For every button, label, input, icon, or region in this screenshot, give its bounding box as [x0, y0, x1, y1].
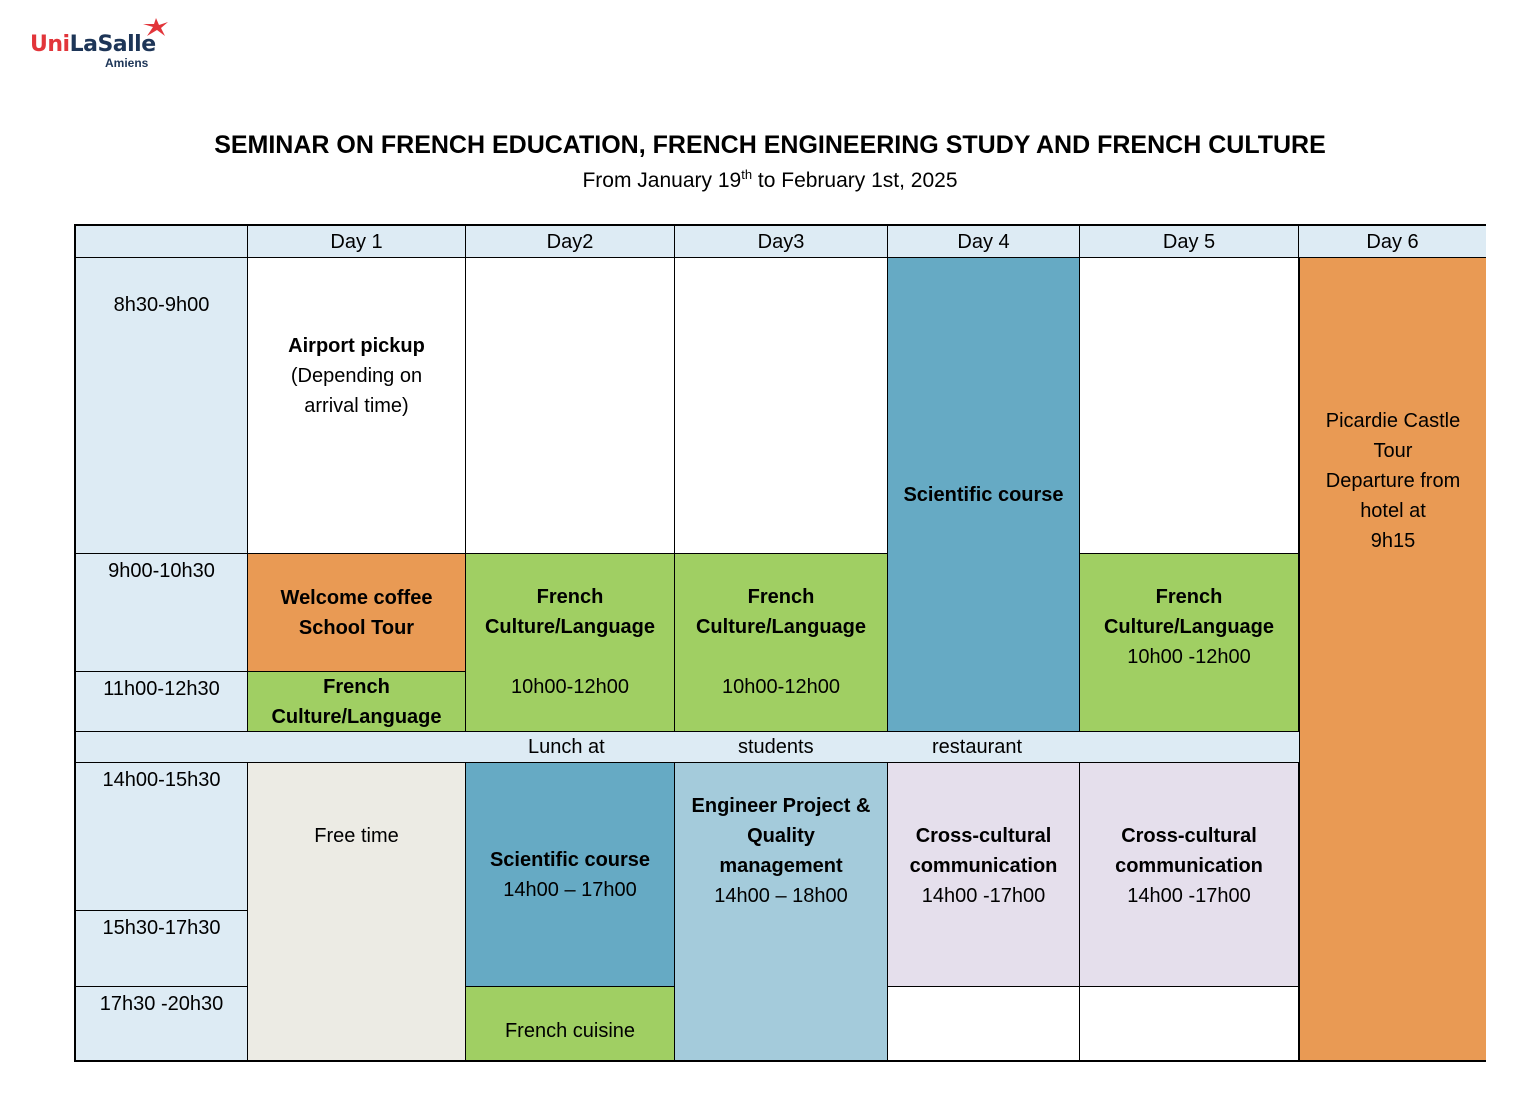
d2-empty — [466, 258, 675, 554]
day-header: Day 6 — [1299, 226, 1486, 258]
logo-subtitle: Amiens — [105, 56, 149, 70]
d4-cross-cultural: Cross-cultural communication 14h00 -17h00 — [888, 763, 1080, 987]
d3-engineer-project: Engineer Project & Quality management 14h00 – 18h00 — [675, 763, 888, 1060]
d6-picardie-castle-tour: Picardie Castle Tour Departure from hotel at 9h15 — [1299, 258, 1486, 1060]
d2-french-cuisine: French cuisine — [466, 987, 675, 1060]
d1-french-culture: French Culture/Language — [248, 672, 466, 732]
d4-evening-empty — [888, 987, 1080, 1060]
lunch-text: restaurant — [932, 736, 1023, 758]
lunch-text: students — [738, 736, 814, 758]
d5-empty — [1080, 258, 1299, 554]
d3-french-culture: French Culture/Language 10h00-12h00 — [675, 554, 888, 732]
logo-wordmark: UniLaSalle — [30, 32, 156, 57]
day-header: Day3 — [675, 226, 888, 258]
day-header: Day 1 — [248, 226, 466, 258]
header-corner — [76, 226, 248, 258]
d1-free-time: Free time — [248, 763, 466, 1060]
d1-airport-pickup: Airport pickup (Depending on arrival time) — [248, 258, 466, 554]
d5-cross-cultural: Cross-cultural communication 14h00 -17h00 — [1080, 763, 1299, 987]
time-slot: 17h30 -20h30 — [76, 987, 248, 1060]
time-slot: 15h30-17h30 — [76, 911, 248, 987]
page-subtitle: From January 19th to February 1st, 2025 — [582, 167, 958, 192]
time-slot: 9h00-10h30 — [76, 554, 248, 672]
time-slot: 8h30-9h00 — [76, 258, 248, 554]
page-title: SEMINAR ON FRENCH EDUCATION, FRENCH ENGINEERING STUDY AND FRENCH CULTURE — [214, 131, 1326, 159]
time-slot: 11h00-12h30 — [76, 672, 248, 732]
lunch-row — [76, 732, 1299, 763]
time-slot: 14h00-15h30 — [76, 763, 248, 911]
d5-french-culture: French Culture/Language 10h00 -12h00 — [1080, 554, 1299, 732]
unilasalle-logo — [30, 18, 180, 73]
d2-scientific-course: Scientific course 14h00 – 17h00 — [466, 763, 675, 987]
day-header: Day 4 — [888, 226, 1080, 258]
d4-scientific-course: Scientific course — [888, 258, 1080, 732]
d5-evening-empty — [1080, 987, 1299, 1060]
day-header: Day2 — [466, 226, 675, 258]
schedule-table — [74, 224, 1486, 1062]
d3-empty — [675, 258, 888, 554]
day-header: Day 5 — [1080, 226, 1299, 258]
d1-welcome-coffee: Welcome coffee School Tour — [248, 554, 466, 672]
d2-french-culture: French Culture/Language 10h00-12h00 — [466, 554, 675, 732]
lunch-text: Lunch at — [528, 736, 605, 758]
